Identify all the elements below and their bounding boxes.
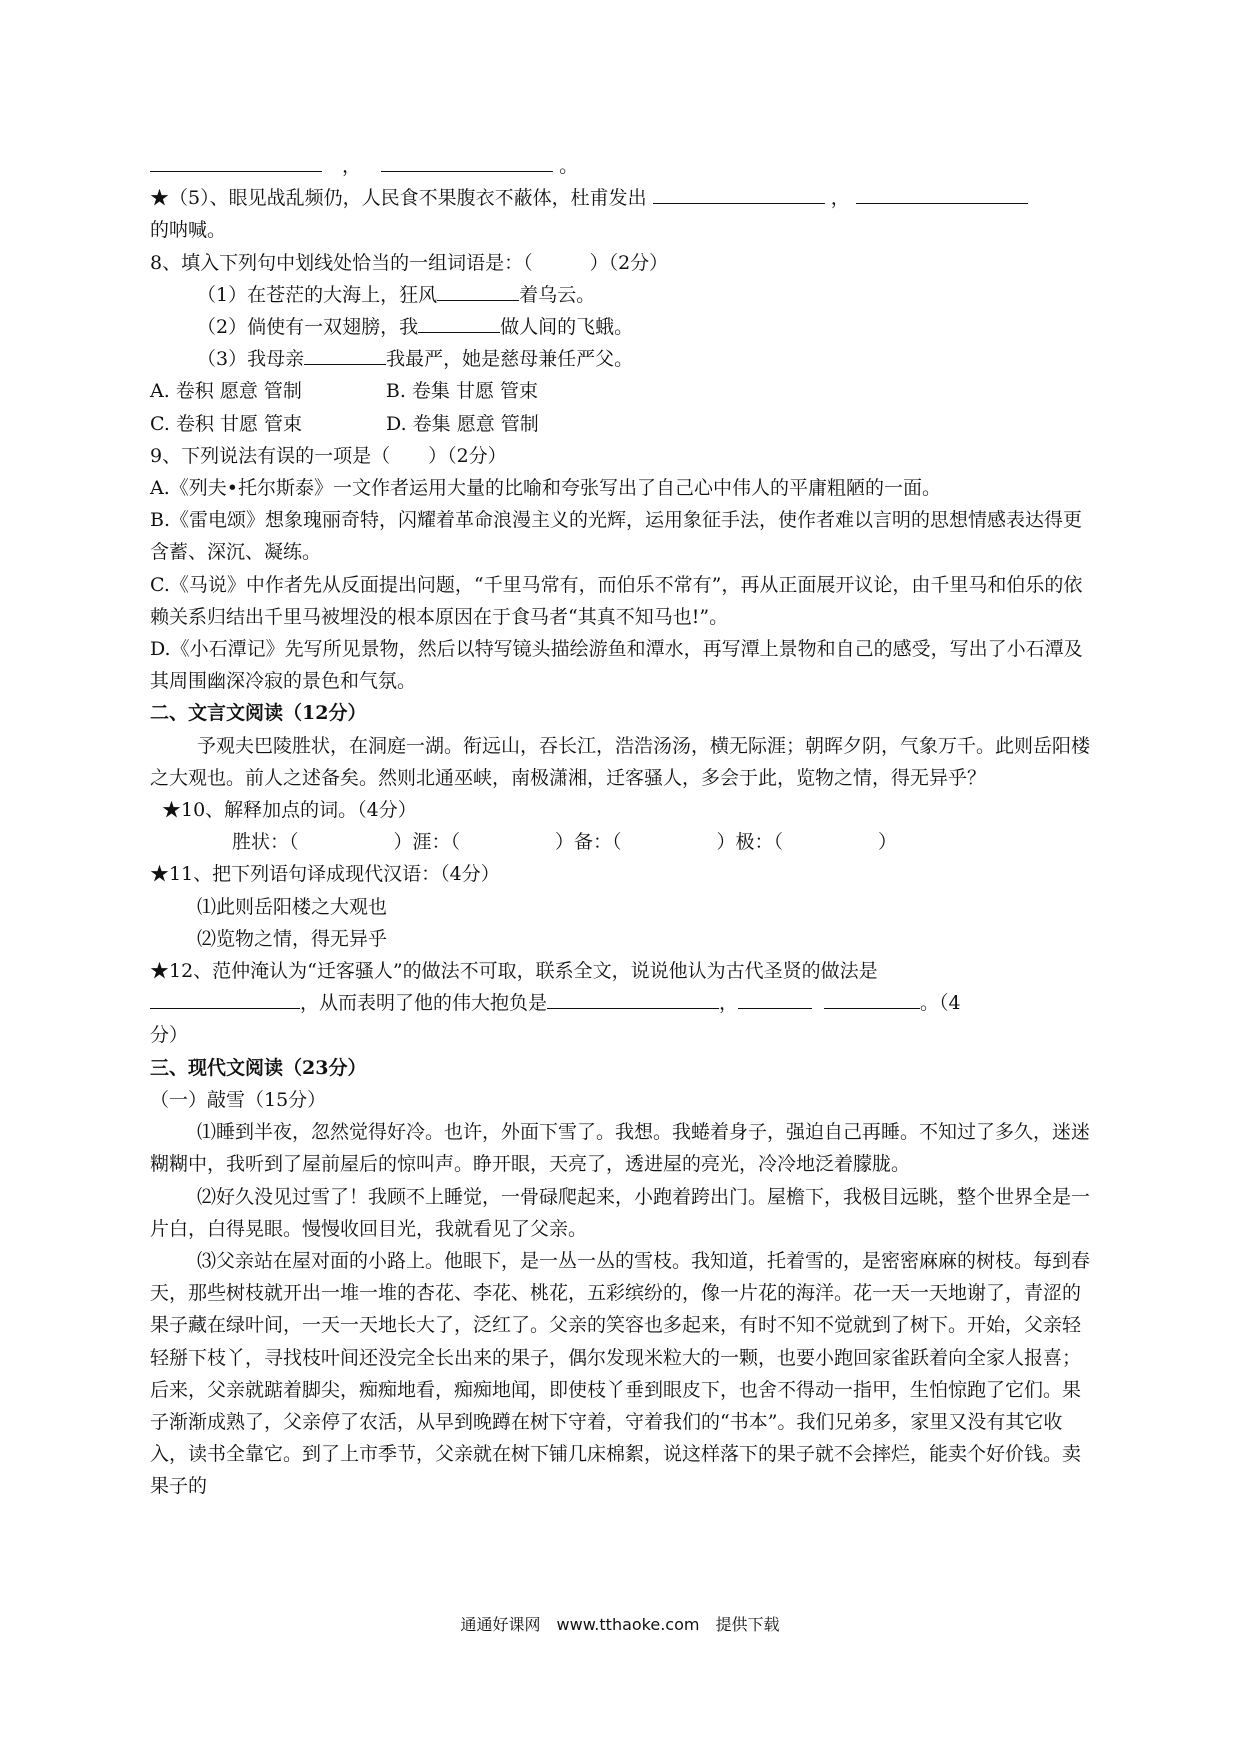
question-11-item-1: ⑴此则岳阳楼之大观也 [197, 895, 388, 918]
question-5-tail: 的呐喊。 [150, 219, 227, 242]
question-9-stem: 9、下列说法有误的一项是（ ）（2分） [150, 444, 507, 467]
answer-blank[interactable] [856, 183, 1028, 204]
question-8-sentence-2: （2）倘使有一双翅膀，我 做人间的飞蛾。 [150, 311, 1090, 343]
question-9-option-d: D.《小石潭记》先写所见景物，然后以特写镜头描绘游鱼和潭水，再写潭上景物和自己的感受，写出了小石潭及其周围幽深冷寂的景色和气氛。 [150, 638, 1083, 693]
question-10-stem: ★10、解释加点的词。（4分） [162, 799, 417, 822]
question-11-stem: ★11、把下列语句译成现代汉语：（4分） [150, 863, 500, 886]
answer-blank[interactable] [437, 280, 519, 301]
question-10-items: 胜状：（ ）涯：（ ）备：（ ）极：（ ） [232, 831, 898, 854]
reading-paragraph-3: ⑶父亲站在屋对面的小路上。他眼下，是一丛一丛的雪枝。我知道，托着雪的，是密密麻麻的树枝。每到春天，那些树枝就开出一堆一堆的杏花、李花、桃花，五彩缤纷的，像一片花的海洋。花一天一天地谢了，青涩的果子藏在绿叶间，一天一天地长大了，泛红了。父亲的笑容也多起来，有时不知不觉就到了树下。开始，父亲轻轻掰下枝丫，寻找枝叶间还没完全长出来的果子，偶尔发现米粒大的一颗，也要小跑回家雀跃着向全家人报喜；后来，父亲就踮着脚尖，痴痴地看，痴痴地闻，即使枝丫垂到眼皮下，也舍不得动一指甲，生怕惊跑了它们。果子渐渐成熟了，父亲停了农活，从早到晚蹲在树下守着，守着我们的“书本”。我们兄弟多，家里又没有其它收入，读书全靠它。到了上市季节，父亲就在树下铺几床棉絮，说这样落下的果子就不会摔烂，能卖个好价钱。卖果子的 [150, 1249, 1091, 1498]
answer-blank[interactable] [150, 988, 300, 1009]
q4-answer-line: ， 。 [150, 150, 1090, 182]
question-9-option-a: A.《列夫•托尔斯泰》一文作者运用大量的比喻和夸张写出了自己心中伟人的平庸粗陋的一面。 [150, 477, 941, 500]
option-c[interactable]: C. 卷积 甘愿 管束 [150, 412, 303, 435]
reading-paragraph-2: ⑵好久没见过雪了！我顾不上睡觉，一骨碌爬起来，小跑着跨出门。屋檐下，我极目远眺，整个世界全是一片白，白得晃眼。慢慢收回目光，我就看见了父亲。 [150, 1185, 1091, 1240]
question-8-stem: 8、填入下列句中划线处恰当的一组词语是：（ ）（2分） [150, 251, 669, 274]
page-content [150, 150, 1090, 1503]
question-9-option-c: C.《马说》中作者先从反面提出问题，“千里马常有，而伯乐不常有”，再从正面展开议论，由千里马和伯乐的依赖关系归结出千里马被埋没的根本原因在于食马者“其真不知马也!”。 [150, 573, 1083, 628]
question-8-sentence-3: （3）我母亲 我最严，她是慈母兼任严父。 [150, 343, 1090, 375]
answer-blank[interactable] [653, 183, 825, 204]
option-d[interactable]: D. 卷集 愿意 管制 [386, 412, 539, 435]
section-3-title: 三、现代文阅读（23分） [150, 1056, 367, 1079]
answer-blank[interactable] [824, 988, 920, 1009]
question-12-answer-line: ，从而表明了他的伟大抱负是 ， 。（4 [150, 987, 1090, 1019]
answer-blank[interactable] [738, 988, 812, 1009]
section-2-title: 二、文言文阅读（12分） [150, 702, 367, 725]
question-8-options-cd [150, 408, 1090, 440]
question-12-score: 分） [150, 1024, 189, 1047]
question-11-item-2: ⑵览物之情，得无异乎 [197, 927, 388, 950]
question-12-stem: ★12、范仲淹认为“迁客骚人”的做法不可取，联系全文，说说他认为古代圣贤的做法是 [150, 960, 878, 983]
question-9-option-b: B.《雷电颂》想象瑰丽奇特，闪耀着革命浪漫主义的光辉，运用象征手法，使作者难以言明的思想情感表达得更含蓄、深沉、凝练。 [150, 509, 1083, 564]
answer-blank[interactable] [547, 988, 719, 1009]
option-a[interactable]: A. 卷积 愿意 管制 [150, 380, 302, 403]
option-b[interactable]: B. 卷集 甘愿 管束 [385, 380, 539, 403]
classical-passage: 予观夫巴陵胜状，在洞庭一湖。衔远山，吞长江，浩浩汤汤，横无际涯；朝晖夕阴，气象万千。此则岳阳楼之大观也。前人之述备矣。然则北通巫峡，南极潇湘，迁客骚人，多会于此，览物之情，得无异乎？ [150, 734, 1091, 789]
answer-blank[interactable] [418, 312, 500, 333]
question-8-options-ab [150, 375, 1090, 407]
answer-blank[interactable] [304, 344, 386, 365]
subsection-1-title: （一）敲雪（15分） [150, 1088, 327, 1111]
reading-paragraph-1: ⑴睡到半夜，忽然觉得好冷。也许，外面下雪了。我想。我蜷着身子，强迫自己再睡。不知过了多久，迷迷糊糊中，我听到了屋前屋后的惊叫声。睁开眼，天亮了，透进屋的亮光，冷冷地泛着朦胧。 [150, 1121, 1091, 1176]
question-5: ★（5）、眼见战乱频仍，人民食不果腹衣不蔽体，杜甫发出 ， [150, 182, 1090, 214]
answer-blank[interactable] [381, 151, 553, 172]
answer-blank[interactable] [150, 151, 322, 172]
page-footer: 通通好课网 www.tthaoke.com 提供下载 [460, 1615, 780, 1634]
question-8-sentence-1: （1）在苍茫的大海上，狂风 着乌云。 [150, 279, 1090, 311]
